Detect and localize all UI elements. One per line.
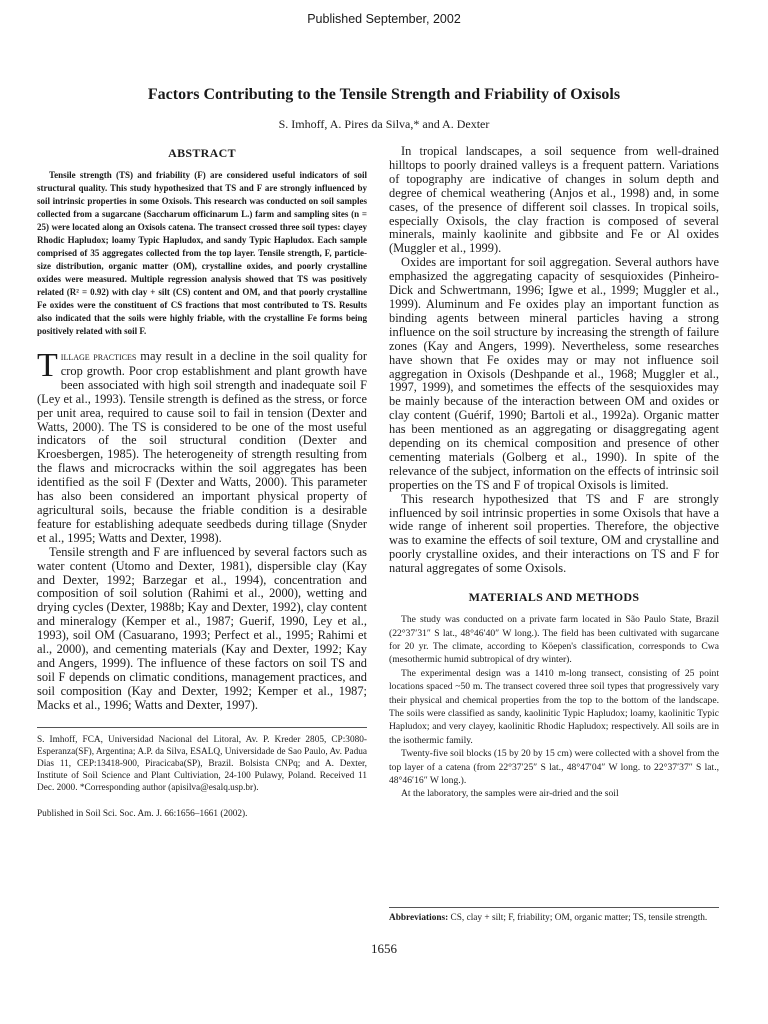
abstract-heading: ABSTRACT [168, 146, 236, 160]
paper-authors: S. Imhoff, A. Pires da Silva,* and A. Dexter [278, 117, 490, 131]
right-paragraph-3: This research hypothesized that TS and F are strongly influenced by soil intrinsic properties in some Oxisols that have a wide range of inherent soil properties. Therefore, the objective was to examine the effects of soil texture, OM and crystalline and poorly crystalline oxides, and their interactions on TS and F for natural aggregates of some Oxisols. [389, 491, 719, 576]
methods-paragraph-2: The experimental design was a 1410 m-long transect, consisting of 25 point locations spaced ~50 m. The transect covered three soil types that progressively vary their physical and chemical properties from the top to the bottom of the landscape. The soils were classified as sandy, kaolinitic Typic Hapludox; loamy, kaolinitic Typic Hapludox; and very clayey, kaolinitic Rhodic Hapludox; respectively. All soils are in the isothermic family. [389, 667, 719, 746]
methods-heading: MATERIALS AND METHODS [468, 590, 640, 605]
affiliation-footnote: S. Imhoff, FCA, Universidad Nacional del Litoral, Av. P. Kreder 2805, CP:3080-Esperanza(SF), Argentina; A.P. da Silva, ESALQ, Universidade de Sao Paulo, Av. Padua Dias 11, CEP:13418-900, Piracicaba(SP), Brazil. Bolsista CNPq; and A. Dexter, Institute of Soil Science and Plant Cultiviation, 24-100 Pulawy, Poland. Received 11 Dec. 2000. *Corresponding author (apisilva@esalq.usp.br). [37, 734, 367, 793]
abbreviations-label: Abbreviations: [389, 913, 449, 923]
publication-date: Published September, 2002 [307, 12, 461, 26]
paper-title: Factors Contributing to the Tensile Strength and Friability of Oxisols [147, 86, 621, 103]
journal-citation: Published in Soil Sci. Soc. Am. J. 66:1656–1661 (2002). [37, 808, 248, 819]
right-column [389, 140, 719, 801]
abbreviations-text: CS, clay + silt; F, friability; OM, organic matter; TS, tensile strength. [448, 913, 708, 923]
right-paragraph-1: In tropical landscapes, a soil sequence from well-drained hilltops to poorly drained valleys is a frequent pattern. Variations of topography are indicative of changes in solum depth and degree of chemical weathering (Anjos et al., 1998) and, in some cases, of the presence of different soil classes. In tropical soils, especially Oxisols, the clay fraction is composed of several minerals, mainly kaolinite and gibbsite and Fe or Al oxides (Muggler et al., 1999). [389, 144, 719, 256]
methods-paragraph-3: Twenty-five soil blocks (15 by 20 by 15 cm) were collected with a shovel from the top layer of a catena (from 22°37′25″ S lat., 48°47′04″ W long. to 22°37′37″ S lat., 48°46′16″ W long.). [389, 748, 719, 786]
right-paragraph-2: Oxides are important for soil aggregation. Several authors have emphasized the aggregating capacity of sesquioxides (Pinheiro-Dick and Schwertmann, 1996; Igwe et al., 1999; Muggler et al., 1999). Aluminum and Fe oxides play an important function as binding agents between mineral particles having a strong influence on the soil structure by increasing the strength of failure zones (Kay and Angers, 1999). Nevertheless, some researches have shown that Fe oxides may or may not influence soil aggregation in Oxisols (Deshpande et al., 1968; Muggler et al., 1997, 1999), and sometimes the effects of the sesquioxides may be mainly because of the interaction between OM and oxides or clay content (Guérif, 1990; Bartoli et al., 1992a). Organic matter has been mentioned as an aggregating or disaggregating agent depending on its chemical composition and presence of other cementing materials (Golberg et al., 1990). In spite of the relevance of the subject, information on the effects of intrinsic soil properties on the TS and F of tropical Oxisols is limited. [389, 255, 719, 492]
abbreviations-footnote [389, 907, 719, 924]
intro-p1-text: may result in a decline in the soil quality for crop growth. Poor crop establishment and plant growth have been associated with high soil strength and inadequate soil F (Ley et al., 1993). Tensile strength is defined as the stress, or force per unit area, required to cause soil to fail in tension (Dexter and Watts, 2000). The TS is considered to be one of the most useful indicators of the soil structural condition (Dexter and Kroesbergen, 1985). The heterogeneity of strength resulting from the flaws and microcracks within the soil aggregates has been identified as the soil F (Dexter and Watts, 2000). This parameter has also been considered an important physical property of agricultural soils, because the friable condition is a desirable feature for establishing adequate seedbeds during tillage (Snyder et al., 1995; Watts and Dexter, 1998). [37, 349, 368, 545]
abstract-text: Tensile strength (TS) and friability (F) are considered useful indicators of soil structural quality. This study hypothesized that TS and F are strongly influenced by soil intrinsic properties in some Oxisols. This research was conducted on soil samples collected from a sugarcane (Saccharum officinarum L.) farm and sampling sites (n = 25) were located along an Oxisols catena. The transect crossed three soil types: clayey Rhodic Hapludox; loamy Typic Hapludox, and sandy Typic Hapludox. Each sample comprised of 35 aggregates collected from the top layer. Tensile strength, F, particle-size distribution, organic matter (OM), crystalline oxides, and poorly crystalline oxides were measured. Multiple regression analysis showed that TS was positively related (R² = 0.92) with clay + silt (CS) content and OM, and that poorly crystalline Fe oxides were the constituent of CS fractions that most contributed to TS. Results also indicated that the soils were highly friable, with the crystalline Fe forms being positively related with soil F. [37, 170, 367, 336]
intro-smallcaps: illage practices [60, 351, 137, 363]
drop-cap: T [37, 347, 58, 384]
intro-paragraph-2: Tensile strength and F are influenced by several factors such as water content (Utomo and Dexter, 1981), dispersible clay (Kay and Dexter, 1992; Barzegar et al., 1994), concentration and composition of soil solution (Rahimi et al., 2000), wetting and drying cycles (Dexter, 1988b; Kay and Dexter, 1992), clay content and mineralogy (Kemper et al., 1987; Guerif, 1990, Ley et al., 1993), soil OM (Casuarano, 1993; Perfect et al., 1995; Rahimi et al., 2000), and cementing materials (Kay and Dexter, 1992; Kay and Angers, 1999). The influence of these factors on soil TS and soil F depends on climatic conditions, management practices, and soil composition (Kay and Dexter, 1992; Kemper et al., 1987; Macks et al., 1996; Watts and Dexter, 1997). [37, 544, 368, 712]
abbreviations-divider [389, 907, 719, 908]
footnote-divider [37, 727, 367, 728]
methods-paragraph-1: The study was conducted on a private farm located in São Paulo State, Brazil (22°37′31″ S lat., 48°46′40″ W long.). The field has been cultivated with sugarcane for 20 yr. The climate, according to Köepen's classification, corresponds to Cwa (mesothermic humid subtropical of dry winter). [389, 614, 719, 666]
left-column [37, 140, 367, 820]
intro-paragraph-1 [37, 347, 368, 546]
page-number: 1656 [371, 941, 397, 956]
methods-paragraph-4: At the laboratory, the samples were air-dried and the soil [401, 788, 619, 800]
